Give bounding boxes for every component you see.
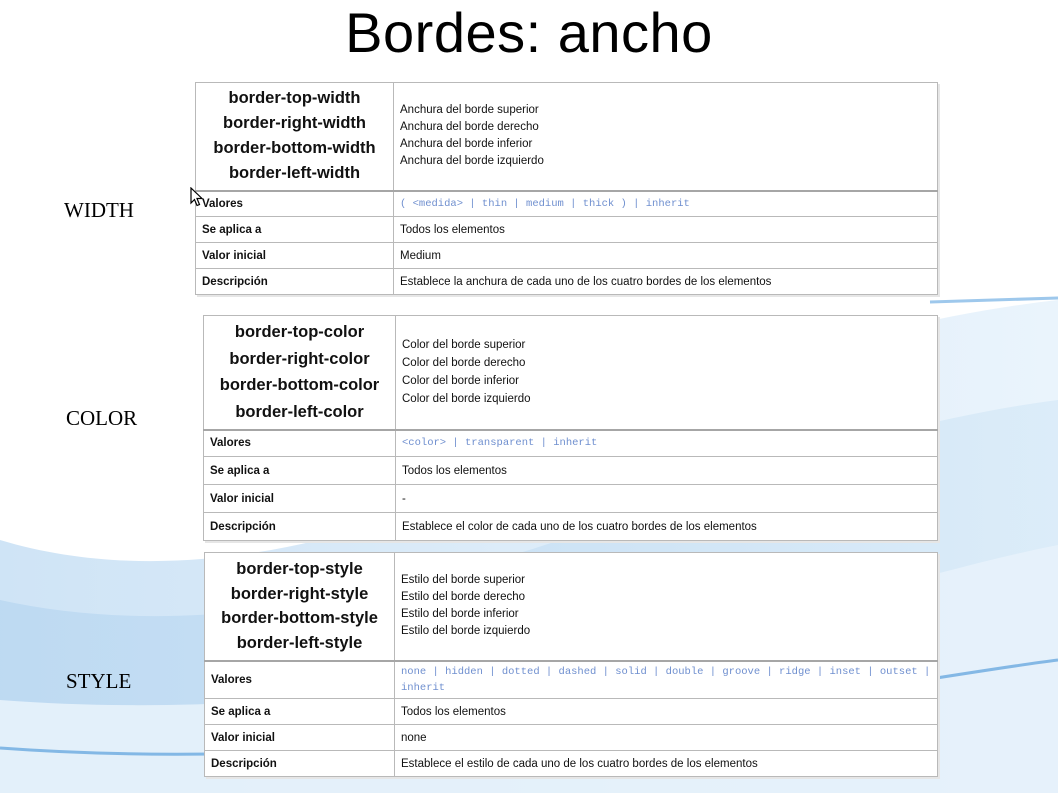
row-value: Establece el color de cada uno de los cuatro bordes de los elementos xyxy=(396,513,938,541)
property-name: border-left-style xyxy=(236,633,363,652)
table-row xyxy=(205,699,938,725)
table-header-row xyxy=(205,553,938,661)
property-description: Color del borde superior xyxy=(402,339,526,352)
label-width: WIDTH xyxy=(64,198,134,222)
table-header-row xyxy=(204,316,938,430)
property-description: Estilo del borde superior xyxy=(401,574,526,587)
table-row xyxy=(204,485,938,513)
property-name: border-top-style xyxy=(236,560,363,579)
property-name: border-top-color xyxy=(234,323,365,342)
table-row xyxy=(204,430,938,457)
property-name: border-bottom-style xyxy=(221,609,378,628)
property-description: Estilo del borde derecho xyxy=(401,591,526,604)
table-row xyxy=(196,191,938,217)
property-name: border-right-width xyxy=(223,114,366,133)
row-label: Valores xyxy=(204,430,396,457)
property-name: border-bottom-width xyxy=(213,139,376,158)
row-label: Se aplica a xyxy=(196,217,394,243)
row-values: none | hidden | dotted | dashed | solid | double | groove | ridge | inset | outset | inherit xyxy=(395,661,938,699)
table-header-row xyxy=(196,83,938,191)
row-value: Establece la anchura de cada uno de los cuatro bordes de los elementos xyxy=(394,269,938,295)
property-description: Color del borde derecho xyxy=(402,357,526,370)
border-color-table xyxy=(203,315,938,541)
row-value: Establece el estilo de cada uno de los cuatro bordes de los elementos xyxy=(395,751,938,777)
property-name: border-right-color xyxy=(229,349,370,368)
label-color: COLOR xyxy=(66,406,138,430)
border-style-table xyxy=(204,552,938,777)
property-description: Color del borde inferior xyxy=(402,375,519,388)
table-row xyxy=(204,513,938,541)
property-name: border-right-style xyxy=(230,584,369,603)
row-value: Todos los elementos xyxy=(394,217,938,243)
row-values: ( <medida> | thin | medium | thick ) | inherit xyxy=(394,191,938,217)
property-description: Anchura del borde izquierdo xyxy=(400,155,544,168)
row-label: Valor inicial xyxy=(205,725,395,751)
border-width-table xyxy=(195,82,938,295)
table-row xyxy=(196,269,938,295)
row-value: Medium xyxy=(394,243,938,269)
slide-title: Bordes: ancho xyxy=(345,1,713,64)
property-descriptions xyxy=(395,553,938,661)
row-values: <color> | transparent | inherit xyxy=(396,430,938,457)
row-label: Valores xyxy=(205,661,395,699)
property-description: Color del borde izquierdo xyxy=(402,393,531,406)
property-description: Estilo del borde inferior xyxy=(401,608,519,621)
row-label: Valor inicial xyxy=(204,485,396,513)
property-descriptions xyxy=(394,83,938,191)
row-label: Descripción xyxy=(204,513,396,541)
property-name: border-bottom-color xyxy=(219,376,380,395)
mouse-cursor-icon xyxy=(190,187,204,207)
property-name: border-top-width xyxy=(228,89,361,108)
table-row xyxy=(205,661,938,699)
row-label: Valor inicial xyxy=(196,243,394,269)
row-label: Descripción xyxy=(205,751,395,777)
row-label: Descripción xyxy=(196,269,394,295)
property-description: Estilo del borde izquierdo xyxy=(401,625,531,638)
row-label: Se aplica a xyxy=(204,457,396,485)
property-description: Anchura del borde inferior xyxy=(400,138,533,151)
table-row xyxy=(205,751,938,777)
property-description: Anchura del borde superior xyxy=(400,104,539,117)
table-row xyxy=(196,217,938,243)
property-name: border-left-color xyxy=(235,402,364,421)
property-descriptions xyxy=(396,316,938,430)
row-value: Todos los elementos xyxy=(396,457,938,485)
table-row xyxy=(205,725,938,751)
row-label: Valores xyxy=(196,191,394,217)
property-name: border-left-width xyxy=(228,164,361,183)
property-description: Anchura del borde derecho xyxy=(400,121,539,134)
label-style: STYLE xyxy=(66,669,132,693)
row-label: Se aplica a xyxy=(205,699,395,725)
table-row xyxy=(204,457,938,485)
row-value: Todos los elementos xyxy=(395,699,938,725)
table-row xyxy=(196,243,938,269)
property-names xyxy=(204,316,396,430)
property-names xyxy=(205,553,395,661)
property-names xyxy=(196,83,394,191)
row-value: - xyxy=(396,485,938,513)
row-value: none xyxy=(395,725,938,751)
